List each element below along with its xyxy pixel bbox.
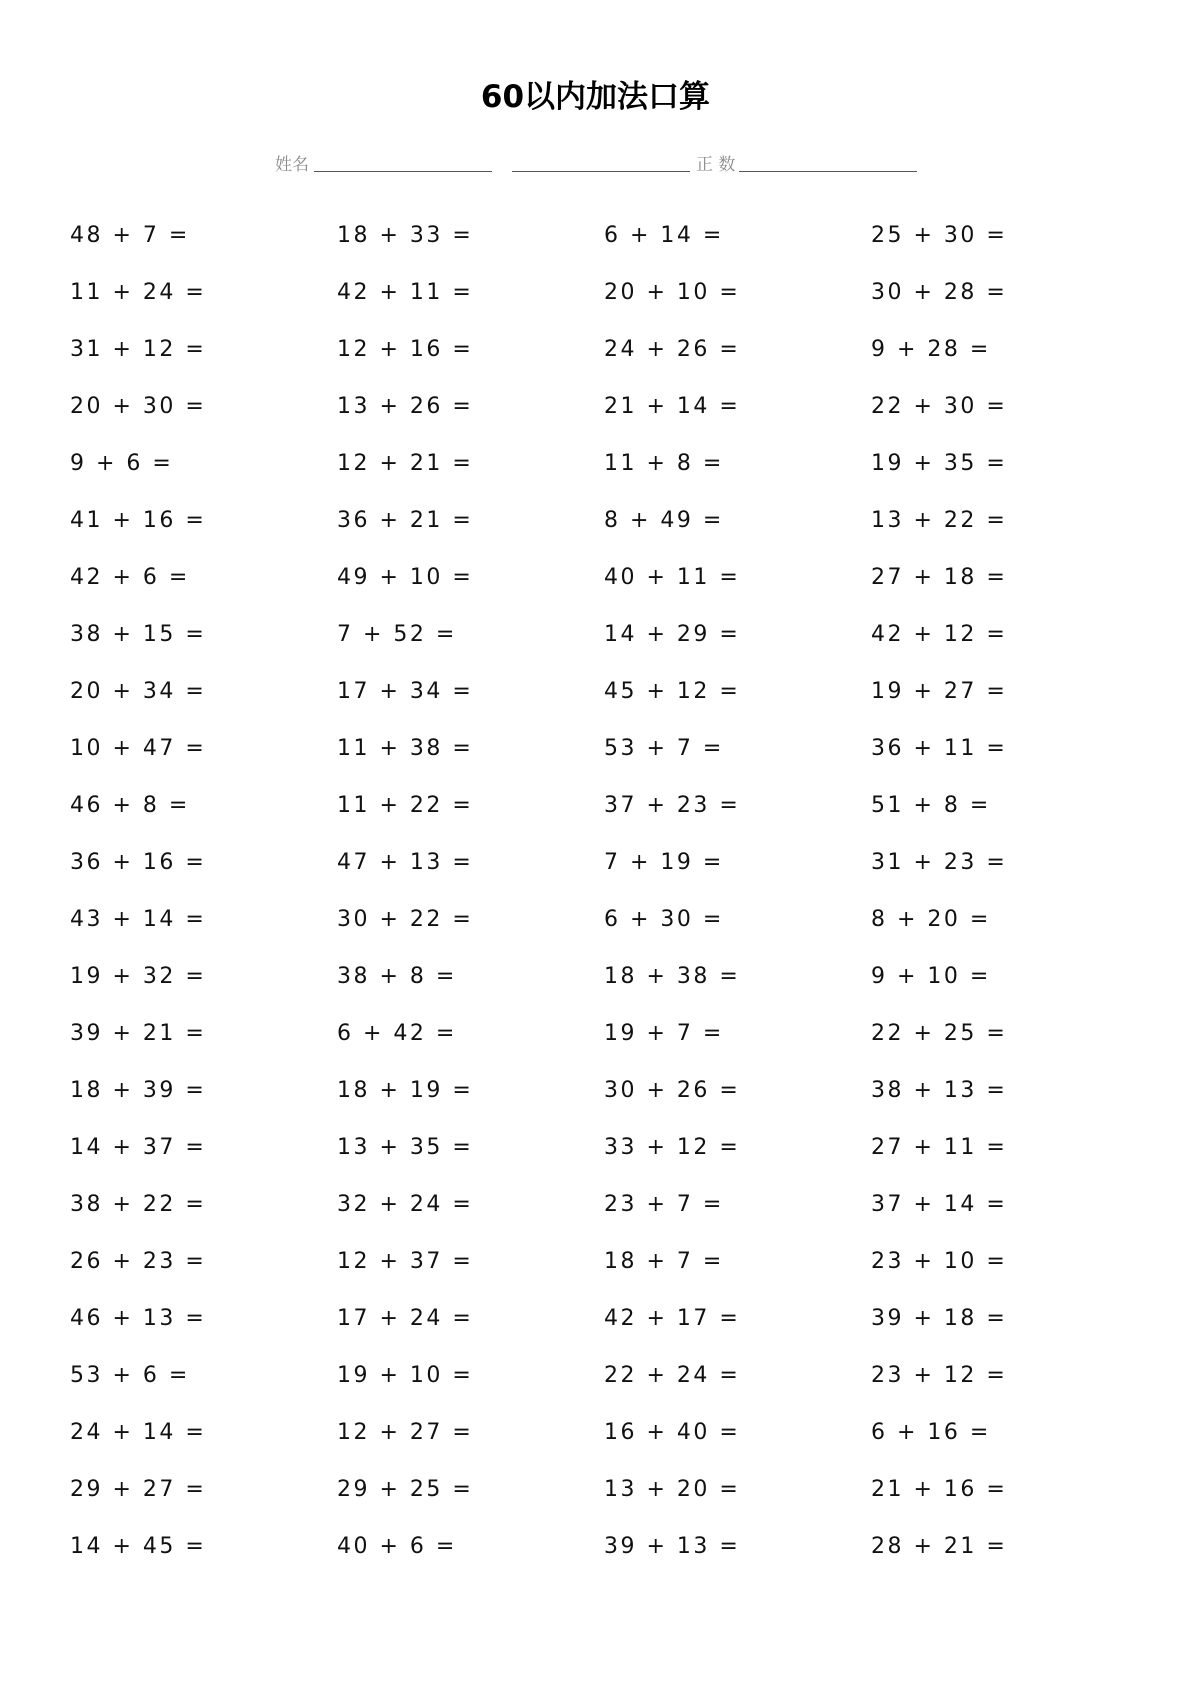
addition-problem: 14 + 37 = (70, 1135, 207, 1160)
addition-problem: 12 + 37 = (337, 1249, 474, 1274)
addition-problem: 38 + 15 = (70, 622, 207, 647)
addition-problem: 36 + 16 = (70, 850, 207, 875)
addition-problem: 37 + 14 = (871, 1192, 1008, 1217)
addition-problem: 27 + 11 = (871, 1135, 1008, 1160)
addition-problem: 30 + 28 = (871, 280, 1008, 305)
addition-problem: 17 + 34 = (337, 679, 474, 704)
addition-problem: 53 + 6 = (70, 1363, 190, 1388)
addition-problem: 45 + 12 = (604, 679, 741, 704)
addition-problem: 46 + 8 = (70, 793, 190, 818)
score-label: 正 数 (696, 155, 736, 175)
addition-problem: 31 + 12 = (70, 337, 207, 362)
addition-problem: 19 + 35 = (871, 451, 1008, 476)
addition-problem: 33 + 12 = (604, 1135, 741, 1160)
addition-problem: 46 + 13 = (70, 1306, 207, 1331)
addition-problem: 47 + 13 = (337, 850, 474, 875)
addition-problem: 23 + 12 = (871, 1363, 1008, 1388)
addition-problem: 11 + 22 = (337, 793, 474, 818)
addition-problem: 29 + 25 = (337, 1477, 474, 1502)
addition-problem: 11 + 8 = (604, 451, 724, 476)
addition-problem: 19 + 7 = (604, 1021, 724, 1046)
addition-problem: 18 + 38 = (604, 964, 741, 989)
addition-problem: 8 + 49 = (604, 508, 724, 533)
addition-problem: 27 + 18 = (871, 565, 1008, 590)
addition-problem: 48 + 7 = (70, 223, 190, 248)
addition-problem: 7 + 52 = (337, 622, 457, 647)
addition-problem: 20 + 10 = (604, 280, 741, 305)
addition-problem: 49 + 10 = (337, 565, 474, 590)
addition-problem: 28 + 21 = (871, 1534, 1008, 1559)
score-blank-line (739, 171, 917, 172)
addition-problem: 25 + 30 = (871, 223, 1008, 248)
addition-problem: 14 + 45 = (70, 1534, 207, 1559)
addition-problem: 6 + 42 = (337, 1021, 457, 1046)
addition-problem: 13 + 26 = (337, 394, 474, 419)
addition-problem: 39 + 18 = (871, 1306, 1008, 1331)
addition-problem: 13 + 22 = (871, 508, 1008, 533)
addition-problem: 31 + 23 = (871, 850, 1008, 875)
addition-problem: 42 + 6 = (70, 565, 190, 590)
addition-problem: 9 + 6 = (70, 451, 174, 476)
addition-problem: 10 + 47 = (70, 736, 207, 761)
addition-problem: 24 + 14 = (70, 1420, 207, 1445)
problem-grid (70, 207, 1138, 1575)
addition-problem: 39 + 13 = (604, 1534, 741, 1559)
addition-problem: 38 + 22 = (70, 1192, 207, 1217)
addition-problem: 16 + 40 = (604, 1420, 741, 1445)
addition-problem: 32 + 24 = (337, 1192, 474, 1217)
addition-problem: 11 + 38 = (337, 736, 474, 761)
addition-problem: 53 + 7 = (604, 736, 724, 761)
addition-problem: 39 + 21 = (70, 1021, 207, 1046)
addition-problem: 42 + 12 = (871, 622, 1008, 647)
addition-problem: 13 + 20 = (604, 1477, 741, 1502)
addition-problem: 9 + 10 = (871, 964, 991, 989)
addition-problem: 12 + 21 = (337, 451, 474, 476)
addition-problem: 41 + 16 = (70, 508, 207, 533)
student-info-row (275, 150, 917, 176)
addition-problem: 18 + 33 = (337, 223, 474, 248)
addition-problem: 6 + 30 = (604, 907, 724, 932)
addition-problem: 9 + 28 = (871, 337, 991, 362)
addition-problem: 40 + 6 = (337, 1534, 457, 1559)
addition-problem: 42 + 11 = (337, 280, 474, 305)
addition-problem: 24 + 26 = (604, 337, 741, 362)
addition-problem: 7 + 19 = (604, 850, 724, 875)
unlabeled-blank-line (512, 171, 690, 172)
addition-problem: 14 + 29 = (604, 622, 741, 647)
addition-problem: 20 + 30 = (70, 394, 207, 419)
addition-problem: 30 + 22 = (337, 907, 474, 932)
addition-problem: 22 + 30 = (871, 394, 1008, 419)
addition-problem: 37 + 23 = (604, 793, 741, 818)
addition-problem: 38 + 8 = (337, 964, 457, 989)
addition-problem: 19 + 10 = (337, 1363, 474, 1388)
addition-problem: 6 + 14 = (604, 223, 724, 248)
name-label: 姓名 (275, 155, 309, 175)
addition-problem: 36 + 11 = (871, 736, 1008, 761)
addition-problem: 26 + 23 = (70, 1249, 207, 1274)
addition-problem: 17 + 24 = (337, 1306, 474, 1331)
addition-problem: 8 + 20 = (871, 907, 991, 932)
addition-problem: 23 + 7 = (604, 1192, 724, 1217)
addition-problem: 18 + 7 = (604, 1249, 724, 1274)
addition-problem: 38 + 13 = (871, 1078, 1008, 1103)
addition-problem: 19 + 27 = (871, 679, 1008, 704)
addition-problem: 51 + 8 = (871, 793, 991, 818)
addition-problem: 12 + 16 = (337, 337, 474, 362)
addition-problem: 19 + 32 = (70, 964, 207, 989)
addition-problem: 21 + 14 = (604, 394, 741, 419)
addition-problem: 23 + 10 = (871, 1249, 1008, 1274)
addition-problem: 42 + 17 = (604, 1306, 741, 1331)
addition-problem: 22 + 24 = (604, 1363, 741, 1388)
worksheet-title: 60以内加法口算 (480, 79, 711, 115)
addition-problem: 6 + 16 = (871, 1420, 991, 1445)
addition-problem: 21 + 16 = (871, 1477, 1008, 1502)
addition-problem: 36 + 21 = (337, 508, 474, 533)
addition-problem: 12 + 27 = (337, 1420, 474, 1445)
addition-problem: 13 + 35 = (337, 1135, 474, 1160)
addition-problem: 22 + 25 = (871, 1021, 1008, 1046)
name-blank-line (314, 171, 492, 172)
addition-problem: 18 + 39 = (70, 1078, 207, 1103)
addition-problem: 20 + 34 = (70, 679, 207, 704)
addition-problem: 11 + 24 = (70, 280, 207, 305)
addition-problem: 29 + 27 = (70, 1477, 207, 1502)
addition-problem: 40 + 11 = (604, 565, 741, 590)
addition-problem: 43 + 14 = (70, 907, 207, 932)
addition-problem: 18 + 19 = (337, 1078, 474, 1103)
addition-problem: 30 + 26 = (604, 1078, 741, 1103)
